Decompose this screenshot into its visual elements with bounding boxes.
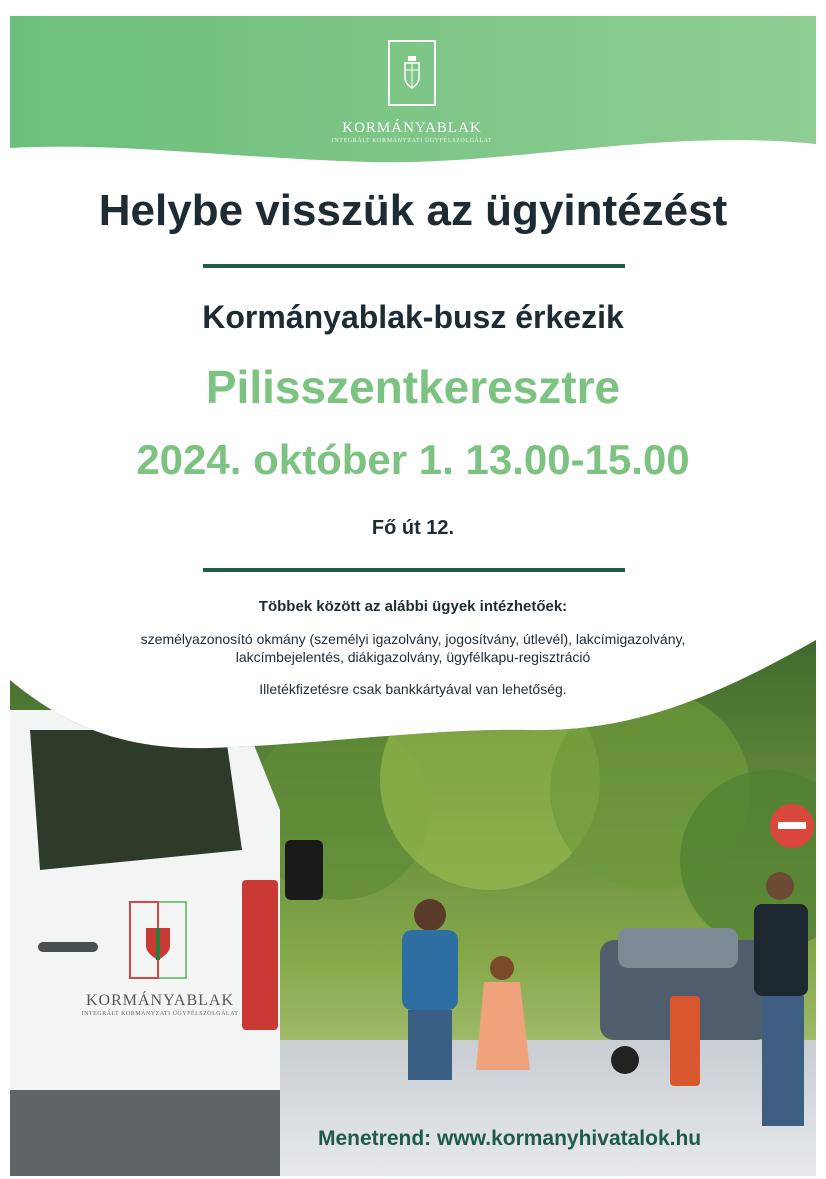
subheadline: Kormányablak-busz érkezik	[202, 299, 624, 335]
brand-tagline: INTEGRÁLT KORMÁNYZATI ÜGYFÉLSZOLGÁLAT	[331, 138, 493, 144]
event-datetime: 2024. október 1. 13.00-15.00	[136, 436, 690, 483]
services-title: Többek között az alábbi ügyek intézhetőek:	[258, 598, 568, 615]
services-line-1: személyazonosító okmány (személyi igazolvány, jogosítvány, útlevél), lakcímigazolvány,	[140, 631, 686, 647]
headline: Helybe visszük az ügyintézést	[98, 186, 728, 235]
location-title: Pilisszentkeresztre	[205, 361, 621, 413]
divider-bottom	[203, 568, 625, 572]
schedule-link[interactable]: Menetrend: www.kormanyhivatalok.hu	[318, 1127, 702, 1150]
street-photo	[10, 640, 816, 1176]
divider-top	[203, 264, 625, 268]
coat-of-arms-icon	[403, 56, 421, 90]
van-logo-tagline: INTEGRÁLT KORMÁNYZATI ÜGYFÉLSZOLGÁLAT	[81, 1011, 239, 1017]
event-address: Fő út 12.	[371, 517, 455, 539]
coat-of-arms-logo	[388, 40, 436, 106]
van-logo-text: KORMÁNYABLAK	[85, 992, 234, 1009]
services-line-2: lakcímbejelentés, diákigazolvány, ügyfélkapu-regisztráció	[235, 649, 591, 665]
payment-note: Illetékfizetésre csak bankkártyával van lehetőség.	[259, 681, 567, 697]
brand-name: KORMÁNYABLAK	[342, 120, 482, 136]
